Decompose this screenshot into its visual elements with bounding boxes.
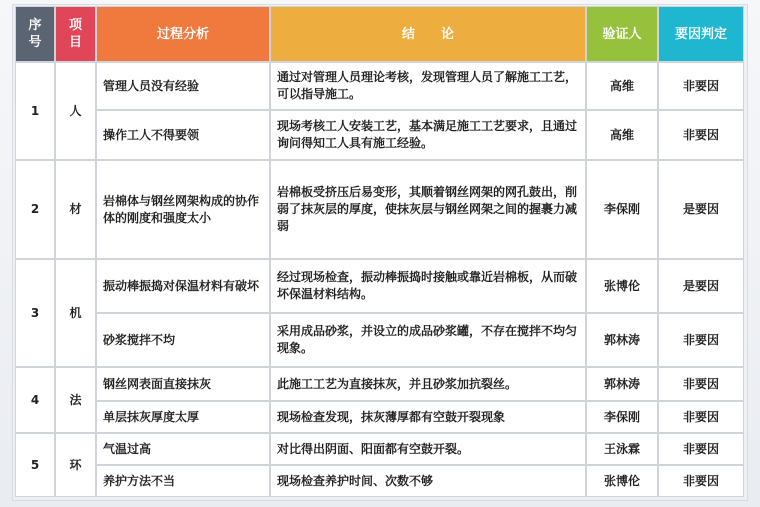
analysis-cell: 气温过高 — [96, 433, 270, 465]
result-cell: 非要因 — [658, 313, 744, 367]
table-row — [15, 401, 744, 433]
analysis-cell: 管理人员没有经验 — [96, 62, 270, 110]
result-cell: 非要因 — [658, 110, 744, 160]
group-item: 材 — [55, 160, 96, 259]
header-seq: 序 号 — [15, 6, 55, 62]
header-conclusion: 结 论 — [270, 6, 586, 62]
table-row — [15, 110, 744, 160]
group-item: 环 — [55, 433, 96, 497]
verifier-cell: 高维 — [586, 62, 658, 110]
verifier-cell: 张博伦 — [586, 465, 658, 497]
verifier-cell: 李保刚 — [586, 160, 658, 259]
verifier-cell: 郭林涛 — [586, 313, 658, 367]
result-cell: 是要因 — [658, 259, 744, 313]
analysis-cell: 岩棉体与钢丝网架构成的协作体的刚度和强度太小 — [96, 160, 270, 259]
cause-analysis-table — [15, 6, 744, 497]
header-analysis: 过程分析 — [96, 6, 270, 62]
group-item: 机 — [55, 259, 96, 367]
table-row — [15, 160, 744, 259]
conclusion-cell: 经过现场检查，振动棒振捣时接触或靠近岩棉板，从而破坏保温材料结构。 — [270, 259, 586, 313]
verifier-cell: 张博伦 — [586, 259, 658, 313]
conclusion-cell: 现场考核工人安装工艺，基本满足施工工艺要求，且通过询问得知工人具有施工经验。 — [270, 110, 586, 160]
result-cell: 非要因 — [658, 367, 744, 401]
analysis-cell: 振动棒振捣对保温材料有破坏 — [96, 259, 270, 313]
verifier-cell: 李保刚 — [586, 401, 658, 433]
table-row — [15, 313, 744, 367]
table-row — [15, 367, 744, 401]
conclusion-cell: 现场检查养护时间、次数不够 — [270, 465, 586, 497]
group-number: 4 — [15, 367, 55, 433]
verifier-cell: 郭林涛 — [586, 367, 658, 401]
table-header-row — [15, 6, 744, 62]
conclusion-cell: 现场检查发现，抹灰薄厚都有空鼓开裂现象 — [270, 401, 586, 433]
group-item: 人 — [55, 62, 96, 160]
analysis-cell: 砂浆搅拌不均 — [96, 313, 270, 367]
table-row — [15, 259, 744, 313]
group-number: 5 — [15, 433, 55, 497]
header-verifier: 验证人 — [586, 6, 658, 62]
analysis-cell: 单层抹灰厚度太厚 — [96, 401, 270, 433]
group-number: 1 — [15, 62, 55, 160]
analysis-cell: 操作工人不得要领 — [96, 110, 270, 160]
conclusion-cell: 采用成品砂浆，并设立的成品砂浆罐，不存在搅拌不均匀现象。 — [270, 313, 586, 367]
group-number: 2 — [15, 160, 55, 259]
analysis-cell: 养护方法不当 — [96, 465, 270, 497]
group-item: 法 — [55, 367, 96, 433]
table-row — [15, 465, 744, 497]
result-cell: 非要因 — [658, 401, 744, 433]
conclusion-cell: 此施工工艺为直接抹灰，并且砂浆加抗裂丝。 — [270, 367, 586, 401]
conclusion-cell: 岩棉板受挤压后易变形，其顺着钢丝网架的网孔鼓出，削弱了抹灰层的厚度，使抹灰层与钢丝网架之间的握裹力减弱 — [270, 160, 586, 259]
result-cell: 是要因 — [658, 160, 744, 259]
result-cell: 非要因 — [658, 465, 744, 497]
header-key-judgement: 要因判定 — [658, 6, 744, 62]
header-item: 项 目 — [55, 6, 96, 62]
conclusion-cell: 通过对管理人员理论考核，发现管理人员了解施工工艺，可以指导施工。 — [270, 62, 586, 110]
analysis-cell: 钢丝网表面直接抹灰 — [96, 367, 270, 401]
verifier-cell: 高维 — [586, 110, 658, 160]
table-row — [15, 62, 744, 110]
result-cell: 非要因 — [658, 62, 744, 110]
verifier-cell: 王泳霖 — [586, 433, 658, 465]
result-cell: 非要因 — [658, 433, 744, 465]
table-row — [15, 433, 744, 465]
group-number: 3 — [15, 259, 55, 367]
conclusion-cell: 对比得出阴面、阳面都有空鼓开裂。 — [270, 433, 586, 465]
